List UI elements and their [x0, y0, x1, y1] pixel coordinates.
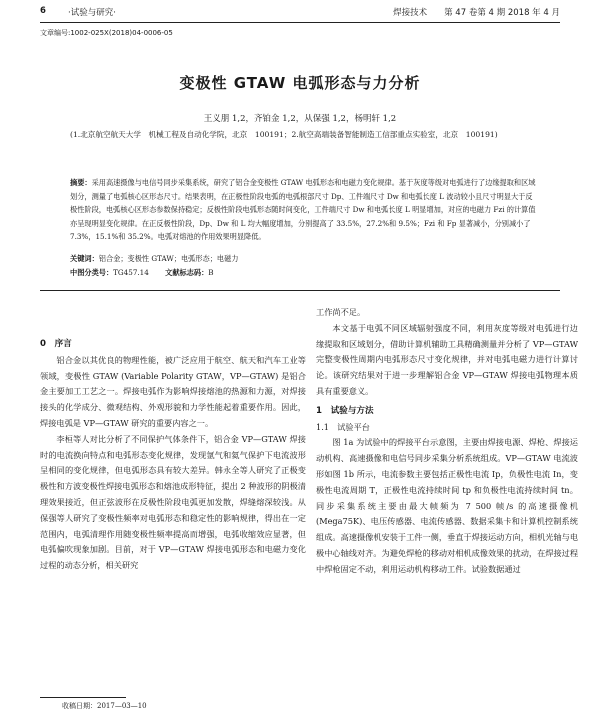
page-number: 6: [40, 6, 46, 16]
doc-code-label: 文献标志码：: [165, 268, 209, 277]
keywords-text: 铝合金；变极性 GTAW；电弧形态；电磁力: [98, 254, 239, 263]
paragraph-lead: 工作尚不足。: [316, 307, 366, 317]
paragraph: 李桓等人对比分析了不同保护气体条件下，铝合金 VP—GTAW 焊接时的电流换向特点和电弧形态变化规律，发现氩气和氦气保护下电流波形呈相同的变化规律，但电弧形态具有较大差异。韩永全等人研究了正极变极性和方波变极性焊接电弧形态和熔池成形特征，提出 2 种波形的阴极清理效果接近，但正弦波形在反极性阶段电弧更加发散，焊缝熔深较浅。从保强等人研究了变极性频率对电弧形态和稳定性的影响规律，得出在一定范围内，电弧清理作用随变极性频率提高而增强，电弧收缩效应显著，但电弧偏吹现象加剧。目前，对于 VP—GTAW 焊接电弧形态和电磁力变化过程的动态分析，相关研究: [40, 433, 306, 571]
paragraph: 铝合金以其优良的物理性能，被广泛应用于航空、航天和汽车工业等领域，变极性 GTAW (Variable Polarity GTAW，VP—GTAW) 是铝合金主要加工工艺之一。焊接电弧作为影响焊接熔池的热源和力源，对焊接接头的化学成分、微观结构、外观形貌和力学性能起着重要作用。因此，焊接电弧是 VP—GTAW 研究的重要内容之一。: [40, 354, 306, 428]
clc-value: TG457.14: [113, 268, 149, 277]
section-label: ·试验与研究·: [68, 8, 116, 18]
article-number: 文章编号:1002-025X(2018)04-0006-05: [40, 29, 173, 37]
received-date: 收稿日期：2017—03—10: [62, 702, 147, 710]
subsection-heading: 1.1 试验平台: [316, 421, 370, 432]
abstract: [70, 176, 538, 244]
clc-label: 中图分类号：: [70, 268, 114, 277]
keywords-label: 关键词：: [70, 254, 99, 263]
abstract-rule: [40, 290, 560, 291]
journal-info: 焊接技术 第 47 卷第 4 期 2018 年 4 月: [393, 8, 560, 18]
running-header: [40, 6, 560, 20]
footnote-rule: [40, 697, 126, 698]
affiliation: (1.北京航空航天大学 机械工程及自动化学院，北京 100191；2.航空高端装备智能制造工信部重点实验室，北京 100191): [70, 130, 498, 139]
classification: [70, 268, 538, 278]
paragraph: 图 1a 为试验中的焊接平台示意图，主要由焊接电源、焊枪、焊接运动机构、高速摄像和电信号同步采集分析系统组成。VP—GTAW 电流波形如图 1b 所示，电流参数主要包括正极性电流 Ip，负极性电流 In，变极性电流周期 T，正极性电流持续时间 tp 和负极性电流持续时间 tn。同步采集系统主要由最大帧频为 7 500 帧/s 的高速摄像机 (Mega75K)、电压传感器、电流传感器、数据采集卡和计算机控制系统组成。高速摄像机安装于工件一侧，垂直于焊接运动方向，相机光轴与电极中心轴线对齐。为避免焊枪的移动对相机成像效果的扰动，在焊接过程中焊枪固定不动，利用运动机构移动工件。试验数据通过: [316, 437, 579, 574]
section-heading-intro: 0 序言: [40, 339, 72, 349]
abstract-text: 采用高速摄像与电信号同步采集系统，研究了铝合金变极性 GTAW 电弧形态和电磁力变化规律。基于灰度等级对电弧进行了边缘提取和区域划分，测量了电弧核心区形态尺寸。结果表明，在正极性阶段电弧的电弧根部尺寸 Dp、工件端尺寸 Dw 和电弧长度 L 波动较小且尺寸明显大于反极性阶段，电弧核心区形态参数保持稳定；反极性阶段电弧形态随时间变化，工件端尺寸 Dw 和电弧长度 L 明显增加，对应的电磁力 Fzi 的计算值亦呈现明显变化规律。在正反极性阶段，Dp、Dw 和 L 均大幅度增加，分别提高了 33.5%，27.2%和 9.5%；Fzi 和 Fp 显著减小，分别减小了 7.3%，15.1%和 35.2%。电弧对熔池的作用效果明显降低。: [70, 178, 536, 241]
section-heading-method: 1 试验与方法: [316, 405, 374, 416]
doc-code-value: B: [208, 268, 214, 277]
left-column: [40, 337, 306, 574]
paragraph: 本文基于电弧不同区域辐射强度不同，利用灰度等级对电弧进行边缘提取和区域划分，借助计算机辅助工具精确测量并分析了 VP—GTAW 完整变极性周期内电弧形态尺寸变化规律，并对电弧电磁力进行计算讨论。该研究结果对于进一步理解铝合金 VP—GTAW 焊接电弧物理本质具有重要意义。: [316, 322, 578, 396]
header-rule: [40, 22, 560, 23]
keywords: [70, 254, 538, 264]
authors: 王义朋 1,2，齐铂金 1,2，从保强 1,2，杨明轩 1,2: [203, 114, 397, 124]
paper-title: 变极性 GTAW 电弧形态与力分析: [179, 74, 421, 92]
right-column: [316, 305, 578, 578]
abstract-label: 摘要：: [70, 178, 92, 187]
